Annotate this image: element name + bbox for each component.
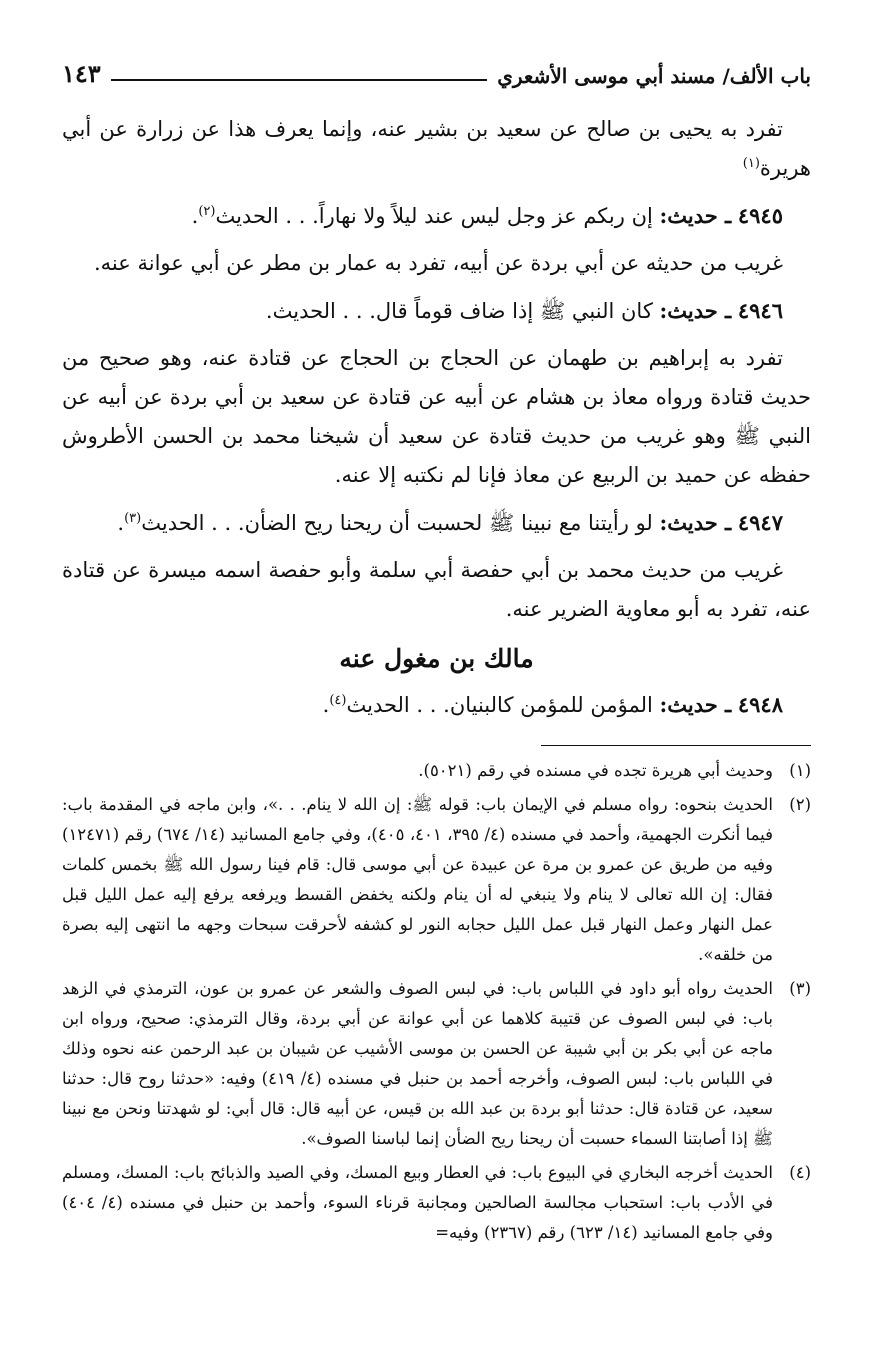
hadith-label: ـ حديث: [659, 510, 732, 535]
page-number: ١٤٣ [62, 59, 101, 88]
hadith-label: ـ حديث: [659, 203, 732, 228]
main-text [62, 110, 811, 725]
footnote-text: الحديث أخرجه البخاري في البيوع باب: في العطار وبيع المسك، وفي الصيد والذبائح باب: المسك، ومسلم في الأدب باب: استحباب مجالسة الصالحين ومجانبة قرناء السوء، وأحمد بن حنبل في مسنده (٤/ ٤٠٤) وفي جامع المسانيد (١٤/ ٦٢٣) رقم (٢٣٦٧) وفيه= [62, 1163, 773, 1242]
paragraph: تفرد به إبراهيم بن طهمان عن الحجاج بن الحجاج عن قتادة عنه، وهو صحيح من حديث قتادة ورواه معاذ بن هشام عن أبيه عن قتادة عن سعيد بن أبي بردة عن أبيه عن النبي ﷺ وهو غريب من حديث قتادة عن سعيد أن شيخنا محمد بن الحسن الأطروش حفظه عن حميد بن الربيع عن معاذ فإنا لم نكتبه إلا عنه. [62, 346, 811, 487]
running-header [62, 52, 811, 88]
footnote-ref: (١) [742, 156, 760, 171]
footnote-separator [541, 745, 811, 746]
section-heading: مالك بن مغول عنه [339, 644, 534, 673]
paragraph: تفرد به يحيى بن صالح عن سعيد بن بشير عنه، وإنما يعرف هذا عن زرارة عن أبي هريرة$^{(١)}$ [62, 117, 811, 180]
hadith-entry: ٤٩٤٨ ـ حديث: المؤمن للمؤمن كالبنيان. . . الحديث$^{(٤)}$. [322, 692, 783, 717]
paragraph: غريب من حديثه عن أبي بردة عن أبيه، تفرد به عمار بن مطر عن أبي عوانة عنه. [93, 251, 783, 275]
hadith-label: ـ حديث: [659, 692, 732, 717]
footnote-number: (٣) [789, 979, 811, 998]
footnote [62, 790, 811, 970]
hadith-number: ٤٩٤٧ [737, 510, 783, 535]
footnote-text: وحديث أبي هريرة تجده في مسنده في رقم (٥٠٢١). [418, 761, 773, 780]
footnote-number: (٤) [789, 1163, 811, 1182]
footnote-ref: (٢) [198, 204, 216, 219]
book-page [62, 52, 811, 1367]
paragraph: غريب من حديث محمد بن أبي حفصة أبي سلمة وأبو حفصة اسمه ميسرة عن قتادة عنه، تفرد به أبو معاوية الضرير عنه. [62, 558, 811, 621]
footnote [62, 974, 811, 1154]
footnote-text: الحديث بنحوه: رواه مسلم في الإيمان باب: قوله ﷺ: إن الله لا ينام. . .»، وابن ماجه في المقدمة باب: فيما أنكرت الجهمية، وأحمد في مسنده (٤/ ٣٩٥، ٤٠١، ٤٠٥)، وفي جامع المسانيد (١٤/ ٦٧٤) رقم (١٢٤٧١) وفيه من طريق عن عمرو بن مرة عن عبيدة عن أبي موسى قال: قام فينا رسول الله ﷺ بخمس كلمات فقال: إن الله تعالى لا ينام ولا ينبغي له أن ينام ولكنه يخفض القسط ويرفعه يرفع إليه عمل الليل قبل عمل النهار وعمل النهار قبل عمل الليل حجابه النور لو كشفه لأحرقت سبحات وجهه ما انتهى إليه بصرة من خلقه». [62, 795, 773, 964]
hadith-number: ٤٩٤٦ [737, 298, 783, 323]
chapter-title: باب الألف/ مسند أبي موسى الأشعري [497, 64, 811, 88]
hadith-number: ٤٩٤٥ [737, 203, 783, 228]
footnote-text: الحديث رواه أبو داود في اللباس باب: في لبس الصوف والشعر عن عمرو بن عون، الترمذي في الزهد باب: في لبس الصوف عن قتيبة كلاهما عن أبي عوانة عن أبي بردة، وقال الترمذي: صحيح، ورواه ابن ماجه عن أبي بكر بن أبي شيبة عن الحسن بن موسى الأشيب عن شيبان بن عبد الرحمن عنه نحوه وذلك في اللباس باب: لبس الصوف، وأخرجه أحمد بن حنبل في مسنده (٤/ ٤١٩) وفيه: «حدثنا روح قال: حدثنا سعيد، عن قتادة قال: حدثنا أبو بردة بن عبد الله بن قيس، عن أبيه قال: قال أبي: لو شهدتنا ونحن مع نبينا ﷺ إذا أصابتنا السماء حسبت أن ريحنا ريح الضأن إنما لباسنا الصوف». [62, 979, 773, 1148]
hadith-entry: ٤٩٤٧ ـ حديث: لو رأيتنا مع نبينا ﷺ لحسبت أن ريحنا ريح الضأن. . . الحديث$^{(٣)}$. [117, 510, 783, 535]
hadith-entry: ٤٩٤٥ ـ حديث: إن ربكم عز وجل ليس عند ليلاً ولا نهاراً. . . الحديث$^{(٢)}$. [191, 203, 783, 228]
hadith-entry: ٤٩٤٦ ـ حديث: كان النبي ﷺ إذا ضاف قوماً قال. . . الحديث. [265, 298, 783, 323]
footnote [62, 756, 811, 786]
hadith-label: ـ حديث: [659, 298, 732, 323]
footnote-number: (٢) [789, 795, 811, 814]
footnote-number: (١) [789, 761, 811, 780]
footnote-ref: (٣) [124, 511, 142, 526]
footnotes [62, 756, 811, 1248]
hadith-number: ٤٩٤٨ [737, 692, 783, 717]
header-line [111, 79, 488, 81]
footnote-ref: (٤) [329, 693, 347, 708]
footnote [62, 1158, 811, 1248]
